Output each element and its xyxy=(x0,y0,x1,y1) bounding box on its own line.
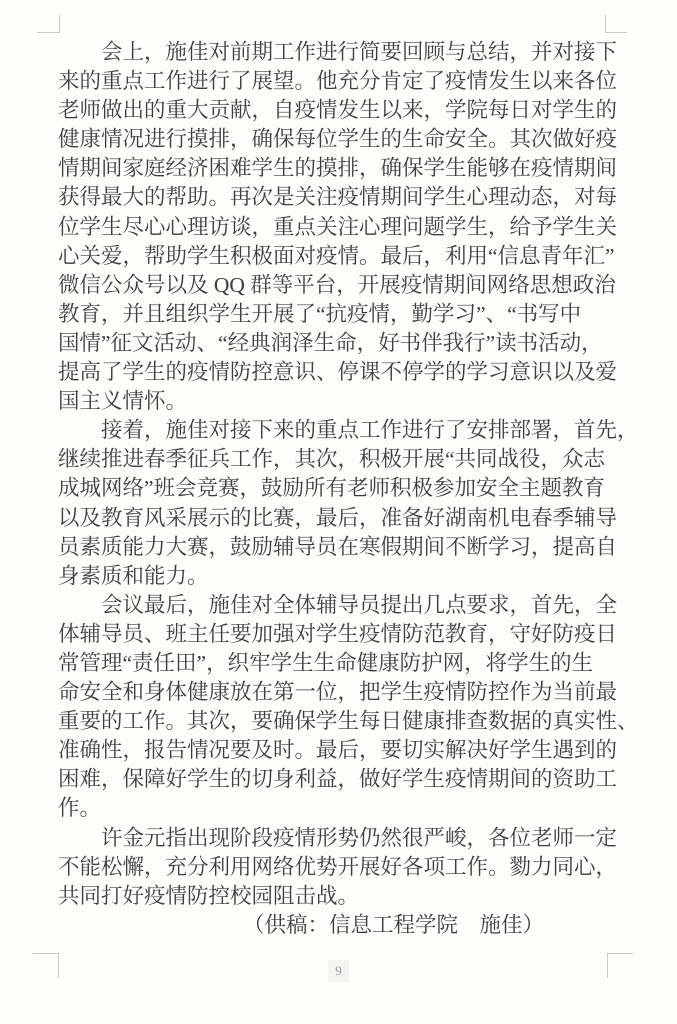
text-line: 困难，保障好学生的切身利益，做好学生疫情期间的资助工 xyxy=(58,767,618,792)
closing-attribution: （供稿：信息工程学院 施佳） xyxy=(242,912,544,937)
text-line: 以及教育风采展示的比赛，最后，准备好湖南机电春季辅导 xyxy=(58,505,618,530)
text-line: 心关爱，帮助学生积极面对疫情。最后，利用“信息青年汇” xyxy=(58,243,615,268)
document-body xyxy=(58,38,639,940)
text-line: 成城网络”班会竞赛，鼓励所有老师积极参加安全主题教育 xyxy=(58,476,606,501)
text-line: 来的重点工作进行了展望。他充分肯定了疫情发生以来各位 xyxy=(58,69,618,94)
margin-crop-mark-top-left xyxy=(37,15,60,33)
text-line: 继续推进春季征兵工作，其次，积极开展“共同战役，众志 xyxy=(58,447,606,472)
text-line: 作。 xyxy=(58,796,102,821)
page-footer xyxy=(0,960,677,982)
text-line: 提高了学生的疫情防控意识、停课不停学的学习意识以及爱 xyxy=(58,360,618,385)
page-number: 9 xyxy=(328,960,349,982)
text-line: 教育，并且组织学生开展了“抗疫情，勤学习”、“书写中 xyxy=(58,301,582,326)
text-line: 会上，施佳对前期工作进行简要回顾与总结，并对接下 xyxy=(101,40,618,64)
text-line: 准确性，报告情况要及时。最后，要切实解决好学生遇到的 xyxy=(58,738,618,763)
text-line: 身素质和能力。 xyxy=(58,563,209,588)
text-line: 国情”征文活动、“经典润泽生命，好书伴我行”读书活动， xyxy=(58,330,603,355)
text-line: 不能松懈，充分利用网络优势开展好各项工作。勠力同心， xyxy=(58,854,618,879)
text-line: 国主义情怀。 xyxy=(58,389,188,414)
text-line: 体辅导员、班主任要加强对学生疫情防范教育，守好防疫日 xyxy=(58,621,618,646)
text-line: 常管理“责任田”，织牢学生生命健康防护网，将学生的生 xyxy=(58,650,594,675)
text-line: 老师做出的重大贡献，自疫情发生以来，学院每日对学生的 xyxy=(58,98,618,123)
text-line: 微信公众号以及 QQ 群等平台，开展疫情期间网络思想政治 xyxy=(58,272,616,297)
text-line: 情期间家庭经济困难学生的摸排，确保学生能够在疫情期间 xyxy=(58,156,618,181)
text-line: 健康情况进行摸排，确保每位学生的生命安全。其次做好疫 xyxy=(58,127,618,152)
text-line: 获得最大的帮助。再次是关注疫情期间学生心理动态，对每 xyxy=(58,185,618,210)
text-line: 共同打好疫情防控校园阻击战。 xyxy=(58,883,360,908)
text-line: 接着，施佳对接下来的重点工作进行了安排部署，首先， xyxy=(101,418,639,443)
text-line: 员素质能力大赛，鼓励辅导员在寒假期间不断学习，提高自 xyxy=(58,534,618,559)
text-line: 许金元指出现阶段疫情形势仍然很严峻，各位老师一定 xyxy=(101,825,618,850)
text-line: 命安全和身体健康放在第一位，把学生疫情防控作为当前最 xyxy=(58,680,618,705)
text-line: 重要的工作。其次，要确保学生每日健康排查数据的真实性、 xyxy=(58,709,639,734)
text-line: 会议最后，施佳对全体辅导员提出几点要求，首先，全 xyxy=(101,592,618,617)
text-line: 位学生尽心心理访谈，重点关注心理问题学生，给予学生关 xyxy=(58,214,618,239)
margin-crop-mark-top-right xyxy=(605,15,627,33)
